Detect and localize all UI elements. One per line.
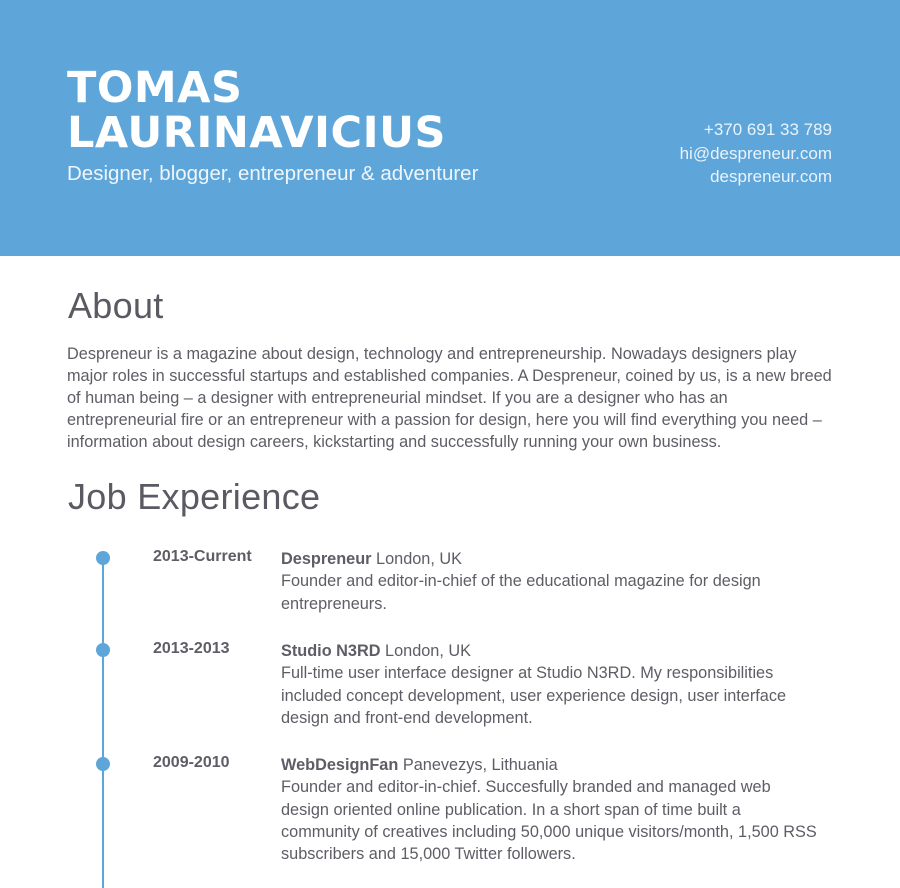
- full-name: [67, 63, 446, 158]
- about-text: Despreneur is a magazine about design, technology and entrepreneurship. Nowadays designers play major roles in successful startups and established companies. A Despreneur, coined by us, is a new breed of human being – a designer with entrepreneurial mindset. If you are a designer who has an entrepreneurial fire or an entrepreneur with a passion for design, here you will find everything you need – information about design careers, kickstarting and successfully running your own business.: [67, 345, 832, 451]
- website-link[interactable]: despreneur.com: [710, 167, 832, 186]
- email-link[interactable]: hi@despreneur.com: [679, 143, 832, 163]
- phone-number[interactable]: +370 691 33 789: [703, 120, 832, 139]
- job-details: [281, 548, 821, 615]
- timeline-dot-icon: [96, 757, 110, 771]
- job-details: [281, 640, 821, 729]
- job-details: [281, 754, 821, 865]
- job-period: 2009-2010: [153, 754, 230, 771]
- job-description: Founder and editor-in-chief. Succesfully branded and managed web design oriented online publication. In a short span of time built a community of creatives including 50,000 unique visitors/month, 1,500 RSS subscribers and 15,000 Twitter followers.: [281, 778, 817, 864]
- job-description: Full-time user interface designer at Studio N3RD. My responsibilities included concept development, user experience design, user interface design and front-end development.: [281, 664, 787, 727]
- job-company: Studio N3RD: [281, 642, 381, 660]
- tagline: Designer, blogger, entrepreneur & adventurer: [67, 162, 479, 185]
- job-period: 2013-2013: [153, 640, 230, 657]
- job-description: Founder and editor-in-chief of the educational magazine for design entrepreneurs.: [281, 572, 761, 613]
- job-period: 2013-Current: [153, 548, 252, 565]
- timeline-dot-icon: [96, 643, 110, 657]
- job-company: WebDesignFan: [281, 756, 399, 774]
- timeline-dot-icon: [96, 551, 110, 565]
- header-banner: [0, 0, 900, 256]
- first-name: TOMAS: [67, 63, 243, 113]
- job-location: London, UK: [376, 550, 463, 568]
- contact-info: [680, 118, 832, 189]
- timeline-line: [102, 558, 104, 888]
- job-location: London, UK: [385, 642, 472, 660]
- about-heading: About: [68, 285, 164, 326]
- job-experience-heading: Job Experience: [68, 476, 321, 517]
- job-company: Despreneur: [281, 550, 372, 568]
- job-location: Panevezys, Lithuania: [402, 756, 558, 774]
- last-name: LAURINAVICIUS: [67, 108, 446, 158]
